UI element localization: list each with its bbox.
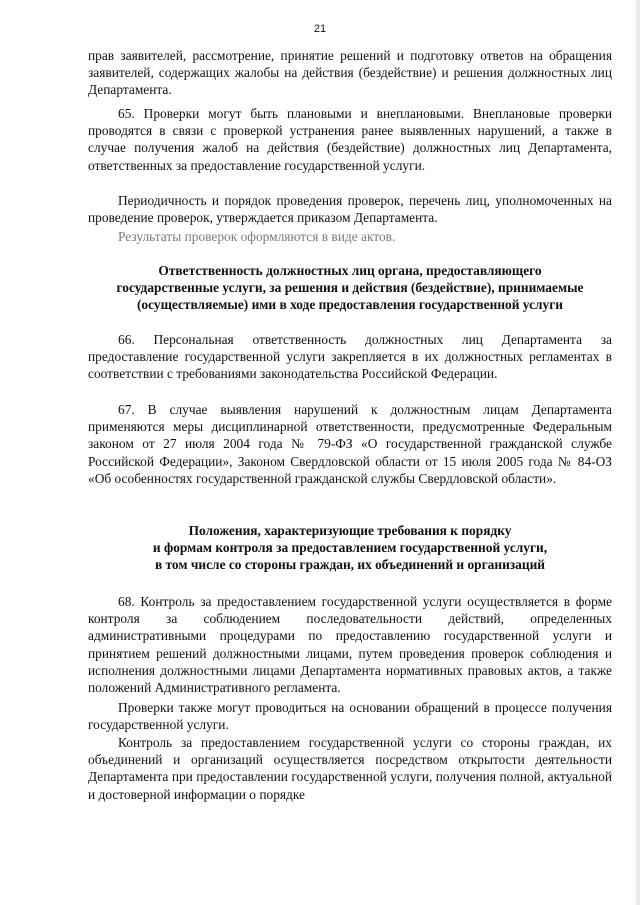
section-heading-responsibility bbox=[88, 262, 612, 314]
heading-line: (осуществляемые) ими в ходе предоставления государственной услуги bbox=[136, 297, 564, 313]
paragraph-inspections: Проверки также могут проводиться на основании обращений в процессе получения государственной услуги. bbox=[88, 700, 612, 733]
paragraph-65: 65. Проверки могут быть плановыми и внеплановыми. Внеплановые проверки проводятся в связи с проверкой устранения ранее выявленных нарушений, а также в случае получения жалоб на действия (бездействие) должностных лиц Департамента, ответственных за предоставление государственной услуги. bbox=[88, 106, 612, 173]
heading-line: государственные услуги, за решения и действия (бездействие), принимаемые bbox=[116, 280, 584, 296]
section-heading-control bbox=[88, 522, 612, 574]
paragraph-continuation: прав заявителей, рассмотрение, принятие решений и подготовку ответов на обращения заявителей, содержащих жалобы на действия (бездействие) и решения должностных лиц Департамента. bbox=[88, 48, 612, 98]
paragraph-public-control: Контроль за предоставлением государственной услуги со стороны граждан, их объединений и организаций осуществляется посредством открытости деятельности Департамента при предоставлении государственной услуги, получения полной, актуальной и достоверной информации о порядке bbox=[88, 735, 612, 802]
paragraph-66: 66. Персональная ответственность должностных лиц Департамента за предоставление государственной услуги закрепляется в их должностных регламентах в соответствии с требованиями законодательства Российской Федерации. bbox=[88, 332, 612, 382]
paragraph-results: Результаты проверок оформляются в виде актов. bbox=[118, 229, 396, 244]
paragraph-periodicity: Периодичность и порядок проведения проверок, перечень лиц, уполномоченных на проведение проверок, утверждается приказом Департамента. bbox=[88, 193, 612, 226]
paragraph-68: 68. Контроль за предоставлением государственной услуги осуществляется в форме контроля за соблюдением последовательности действий, определенных административными процедурами по предоставлению государственной услуги и принятием решений должностными лицами, путем проведения проверок соблюдения и исполнения должностными лицами Департамента нормативных правовых актов, а также положений Административного регламента. bbox=[88, 594, 612, 696]
scan-edge bbox=[636, 0, 640, 905]
paragraph-67: 67. В случае выявления нарушений к должностным лицам Департамента применяются меры дисциплинарной ответственности, предусмотренные Федеральным законом от 27 июля 2004 года № 79-ФЗ «О государственной гражданской службе Российской Федерации», Законом Свердловской области от 15 июля 2005 года № 84-ОЗ «Об особенностях государственной гражданской службы Свердловской области». bbox=[88, 402, 612, 486]
page-number: 21 bbox=[313, 23, 327, 35]
heading-line: Положения, характеризующие требования к порядку bbox=[188, 523, 512, 538]
heading-line: в том числе со стороны граждан, их объединений и организаций bbox=[154, 557, 546, 573]
heading-line: Ответственность должностных лиц органа, предоставляющего bbox=[158, 263, 542, 278]
heading-line: и формам контроля за предоставлением государственной услуги, bbox=[152, 540, 548, 556]
